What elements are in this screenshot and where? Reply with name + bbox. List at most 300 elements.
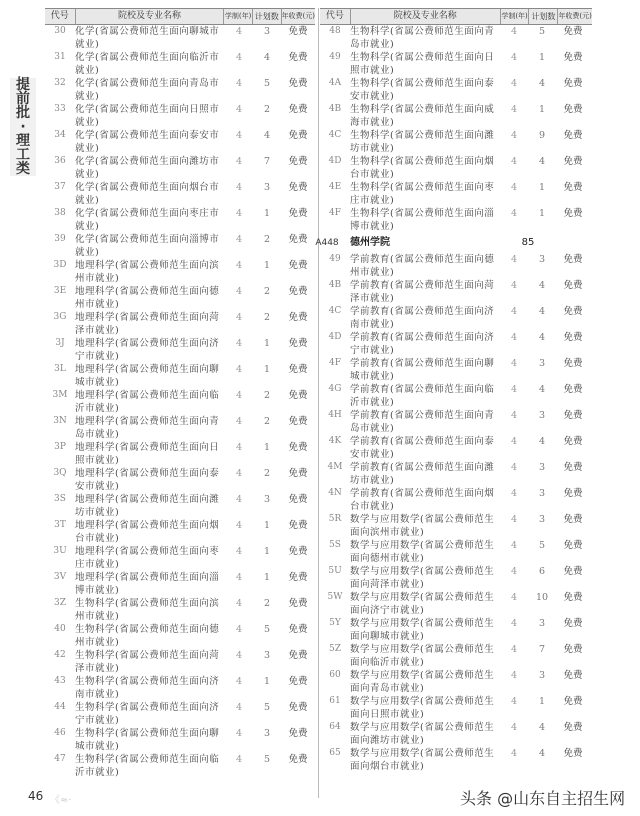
- table-row: [45, 51, 315, 77]
- cell-fee: 免费: [288, 286, 308, 297]
- header-name: 院校及专业名称: [351, 9, 501, 24]
- cell-name: 学前教育(省属公费师范生面向烟台市就业): [350, 488, 495, 512]
- cell-name: 地理科学(省属公费师范生面向菏泽市就业): [75, 312, 220, 336]
- table-row: [45, 233, 315, 259]
- cell-len: 4: [235, 208, 243, 219]
- cell-code: 47: [54, 754, 66, 764]
- cell-len: 4: [510, 722, 518, 733]
- cell-name: 生物科学(省属公费师范生面向泰安市就业): [350, 78, 495, 102]
- cell-name: 生物科学(省属公费师范生面向青岛市就业): [350, 26, 495, 50]
- cell-fee: 免费: [563, 514, 583, 525]
- cell-name: 学前教育(省属公费师范生面向泰安市就业): [350, 436, 495, 460]
- cell-code: 46: [54, 728, 66, 738]
- cell-len: 4: [235, 572, 243, 583]
- cell-name: 学前教育(省属公费师范生面向聊城市就业): [350, 358, 495, 382]
- cell-len: 4: [510, 592, 518, 603]
- cell-name: 地理科学(省属公费师范生面向聊城市就业): [75, 364, 220, 388]
- cell-plan: 1: [538, 182, 546, 193]
- cell-plan: 6: [538, 566, 546, 577]
- cell-fee: 免费: [563, 52, 583, 63]
- cell-fee: 免费: [288, 182, 308, 193]
- cell-code: 4D: [328, 156, 342, 166]
- cell-name: 生物科学(省属公费师范生面向聊城市就业): [75, 728, 220, 752]
- cell-plan: 9: [538, 130, 546, 141]
- cell-code: 3G: [53, 312, 67, 322]
- table-row: [320, 591, 592, 617]
- cell-name: 地理科学(省属公费师范生面向日照市就业): [75, 442, 220, 466]
- cell-name: 化学(省属公费师范生面向潍坊市就业): [75, 156, 220, 180]
- cell-plan: 2: [263, 598, 271, 609]
- left-table: [45, 8, 315, 779]
- table-row: [45, 675, 315, 701]
- table-row: [320, 487, 592, 513]
- cell-name: 学前教育(省属公费师范生面向济宁市就业): [350, 332, 495, 356]
- cell-fee: 免费: [288, 598, 308, 609]
- cell-len: 4: [235, 598, 243, 609]
- cell-plan: 2: [263, 390, 271, 401]
- cell-fee: 免费: [563, 208, 583, 219]
- cell-name: 生物科学(省属公费师范生面向德州市就业): [75, 624, 220, 648]
- cell-code: 4F: [329, 358, 341, 368]
- table-row: [320, 357, 592, 383]
- cell-len: 4: [235, 676, 243, 687]
- cell-plan: 1: [263, 572, 271, 583]
- cell-name: 化学(省属公费师范生面向泰安市就业): [75, 130, 220, 154]
- cell-fee: 免费: [563, 332, 583, 343]
- school-name: 德州学院: [350, 237, 390, 248]
- cell-code: 65: [329, 748, 341, 758]
- cell-len: 4: [235, 650, 243, 661]
- cell-code: 4C: [328, 130, 342, 140]
- right-table: [315, 8, 592, 773]
- cell-plan: 4: [538, 306, 546, 317]
- cell-code: 4H: [328, 410, 342, 420]
- cell-len: 4: [510, 208, 518, 219]
- cell-fee: 免费: [563, 540, 583, 551]
- cell-name: 生物科学(省属公费师范生面向日照市就业): [350, 52, 495, 76]
- cell-fee: 免费: [563, 436, 583, 447]
- cell-code: 3U: [53, 546, 67, 556]
- cell-code: 3Q: [53, 468, 67, 478]
- cell-fee: 免费: [288, 234, 308, 245]
- cell-plan: 4: [263, 130, 271, 141]
- cell-len: 4: [510, 280, 518, 291]
- cell-plan: 4: [263, 52, 271, 63]
- cell-fee: 免费: [288, 442, 308, 453]
- cell-len: 4: [235, 338, 243, 349]
- cell-name: 化学(省属公费师范生面向聊城市就业): [75, 26, 220, 50]
- cell-len: 4: [510, 566, 518, 577]
- cell-code: 37: [54, 182, 66, 192]
- cell-plan: 1: [538, 696, 546, 707]
- cell-code: 5Z: [329, 644, 341, 654]
- table-header: [45, 8, 315, 25]
- header-length: 学制(年): [224, 9, 253, 24]
- cell-len: 4: [235, 728, 243, 739]
- cell-name: 数学与应用数学(省属公费师范生面向潍坊市就业): [350, 722, 495, 746]
- cell-plan: 10: [535, 592, 549, 603]
- cell-name: 学前教育(省属公费师范生面向菏泽市就业): [350, 280, 495, 304]
- cell-len: 4: [510, 410, 518, 421]
- side-tab-char: 前: [16, 91, 30, 107]
- table-row: [320, 103, 592, 129]
- cell-code: 33: [54, 104, 66, 114]
- cell-code: 5S: [329, 540, 341, 550]
- cell-name: 数学与应用数学(省属公费师范生面向滨州市就业): [350, 514, 495, 538]
- table-row: [45, 545, 315, 571]
- cell-name: 数学与应用数学(省属公费师范生面向菏泽市就业): [350, 566, 495, 590]
- cell-name: 生物科学(省属公费师范生面向潍坊市就业): [350, 130, 495, 154]
- cell-fee: 免费: [563, 748, 583, 759]
- cell-plan: 4: [538, 384, 546, 395]
- side-tab-char: 理: [16, 133, 30, 149]
- cell-code: 3E: [53, 286, 67, 296]
- cell-plan: 5: [263, 702, 271, 713]
- cell-plan: 4: [538, 748, 546, 759]
- cell-code: 3T: [54, 520, 66, 530]
- cell-fee: 免费: [563, 26, 583, 37]
- table-row: [45, 441, 315, 467]
- table-row: [320, 409, 592, 435]
- cell-plan: 4: [538, 722, 546, 733]
- column-divider: [318, 8, 319, 798]
- cell-code: 44: [54, 702, 66, 712]
- cell-name: 数学与应用数学(省属公费师范生面向临沂市就业): [350, 644, 495, 668]
- cell-name: 地理科学(省属公费师范生面向淄博市就业): [75, 572, 220, 596]
- cell-plan: 1: [263, 676, 271, 687]
- table-row: [45, 597, 315, 623]
- cell-name: 数学与应用数学(省属公费师范生面向济宁市就业): [350, 592, 495, 616]
- cell-name: 生物科学(省属公费师范生面向菏泽市就业): [75, 650, 220, 674]
- table-row: [320, 25, 592, 51]
- cell-name: 学前教育(省属公费师范生面向潍坊市就业): [350, 462, 495, 486]
- cell-len: 4: [235, 182, 243, 193]
- cell-plan: 1: [263, 260, 271, 271]
- table-row: [320, 77, 592, 103]
- cell-plan: 2: [263, 468, 271, 479]
- table-row: [45, 571, 315, 597]
- cell-code: 40: [54, 624, 66, 634]
- cell-name: 化学(省属公费师范生面向烟台市就业): [75, 182, 220, 206]
- cell-plan: 4: [538, 156, 546, 167]
- cell-fee: 免费: [288, 364, 308, 375]
- cell-code: 3N: [53, 416, 67, 426]
- cell-name: 学前教育(省属公费师范生面向德州市就业): [350, 254, 495, 278]
- cell-fee: 免费: [563, 306, 583, 317]
- cell-plan: 3: [538, 358, 546, 369]
- table-row: [320, 513, 592, 539]
- table-row: [320, 51, 592, 77]
- side-tab-char: 提: [16, 77, 30, 93]
- table-row: [320, 435, 592, 461]
- cell-code: 43: [54, 676, 66, 686]
- table-row: [320, 695, 592, 721]
- table-row: [45, 311, 315, 337]
- table-row: [320, 461, 592, 487]
- cell-plan: 5: [538, 540, 546, 551]
- table-row: [45, 25, 315, 51]
- cell-len: 4: [510, 156, 518, 167]
- cell-code: 61: [329, 696, 341, 706]
- header-name: 院校及专业名称: [76, 9, 225, 24]
- cell-fee: 免费: [563, 410, 583, 421]
- cell-fee: 免费: [288, 52, 308, 63]
- cell-len: 4: [235, 468, 243, 479]
- cell-name: 地理科学(省属公费师范生面向烟台市就业): [75, 520, 220, 544]
- page-ornament: 《≈·: [50, 795, 72, 806]
- cell-plan: 3: [538, 514, 546, 525]
- cell-len: 4: [235, 130, 243, 141]
- table-row: [45, 155, 315, 181]
- cell-fee: 免费: [288, 494, 308, 505]
- cell-code: 3V: [53, 572, 67, 582]
- table-row: [320, 565, 592, 591]
- cell-name: 化学(省属公费师范生面向淄博市就业): [75, 234, 220, 258]
- cell-name: 数学与应用数学(省属公费师范生面向聊城市就业): [350, 618, 495, 642]
- table-row: [320, 129, 592, 155]
- cell-plan: 3: [263, 728, 271, 739]
- cell-code: 49: [329, 254, 341, 264]
- cell-len: 4: [235, 260, 243, 271]
- cell-plan: 7: [538, 644, 546, 655]
- cell-len: 4: [235, 286, 243, 297]
- cell-fee: 免费: [563, 104, 583, 115]
- cell-name: 地理科学(省属公费师范生面向枣庄市就业): [75, 546, 220, 570]
- cell-len: 4: [235, 546, 243, 557]
- cell-fee: 免费: [563, 358, 583, 369]
- cell-len: 4: [510, 332, 518, 343]
- cell-plan: 7: [263, 156, 271, 167]
- cell-name: 地理科学(省属公费师范生面向潍坊市就业): [75, 494, 220, 518]
- cell-code: 42: [54, 650, 66, 660]
- cell-len: 4: [235, 702, 243, 713]
- cell-code: 32: [54, 78, 66, 88]
- cell-plan: 2: [263, 286, 271, 297]
- cell-fee: 免费: [563, 156, 583, 167]
- table-row: [320, 331, 592, 357]
- cell-name: 生物科学(省属公费师范生面向枣庄市就业): [350, 182, 495, 206]
- cell-code: 4E: [328, 182, 342, 192]
- cell-len: 4: [510, 748, 518, 759]
- cell-len: 4: [510, 514, 518, 525]
- cell-code: 3P: [54, 442, 66, 452]
- cell-plan: 1: [538, 52, 546, 63]
- cell-len: 4: [510, 254, 518, 265]
- cell-code: 4D: [328, 332, 342, 342]
- table-row: [45, 389, 315, 415]
- table-row: [320, 721, 592, 747]
- header-fee: 年收费(元): [281, 12, 315, 20]
- cell-name: 化学(省属公费师范生面向日照市就业): [75, 104, 220, 128]
- cell-fee: 免费: [288, 702, 308, 713]
- cell-fee: 免费: [288, 104, 308, 115]
- table-row: [45, 77, 315, 103]
- cell-len: 4: [510, 644, 518, 655]
- table-row: [45, 519, 315, 545]
- right-table-body-a: [320, 25, 592, 233]
- cell-fee: 免费: [288, 468, 308, 479]
- cell-plan: 1: [538, 104, 546, 115]
- cell-fee: 免费: [563, 254, 583, 265]
- table-row: [45, 363, 315, 389]
- cell-len: 4: [510, 618, 518, 629]
- cell-name: 学前教育(省属公费师范生面向临沂市就业): [350, 384, 495, 408]
- cell-fee: 免费: [563, 280, 583, 291]
- cell-len: 4: [235, 416, 243, 427]
- cell-plan: 3: [538, 670, 546, 681]
- cell-code: 49: [329, 52, 341, 62]
- table-row: [320, 253, 592, 279]
- cell-fee: 免费: [288, 130, 308, 141]
- cell-code: 4K: [328, 436, 342, 446]
- cell-fee: 免费: [288, 338, 308, 349]
- cell-plan: 4: [538, 332, 546, 343]
- cell-name: 地理科学(省属公费师范生面向济宁市就业): [75, 338, 220, 362]
- cell-plan: 3: [538, 462, 546, 473]
- cell-plan: 2: [263, 104, 271, 115]
- table-row: [320, 207, 592, 233]
- table-row: [45, 623, 315, 649]
- cell-len: 4: [235, 754, 243, 765]
- cell-fee: 免费: [288, 208, 308, 219]
- table-row: [45, 285, 315, 311]
- cell-len: 4: [235, 390, 243, 401]
- cell-plan: 5: [263, 78, 271, 89]
- left-table-body: [45, 25, 315, 779]
- table-row: [320, 617, 592, 643]
- cell-name: 地理科学(省属公费师范生面向德州市就业): [75, 286, 220, 310]
- table-row: [45, 337, 315, 363]
- cell-code: 4M: [327, 462, 343, 472]
- table-row: [45, 129, 315, 155]
- table-row: [45, 753, 315, 779]
- side-tab-char: 工: [16, 147, 30, 163]
- cell-fee: 免费: [563, 566, 583, 577]
- cell-plan: 3: [263, 494, 271, 505]
- cell-fee: 免费: [288, 624, 308, 635]
- header-code: 代号: [320, 9, 351, 24]
- side-tab-char: ·: [20, 119, 26, 135]
- cell-len: 4: [510, 696, 518, 707]
- cell-plan: 5: [263, 624, 271, 635]
- cell-len: 4: [235, 52, 243, 63]
- cell-code: 36: [54, 156, 66, 166]
- cell-plan: 3: [538, 410, 546, 421]
- cell-code: 4B: [328, 280, 342, 290]
- cell-code: 5Y: [329, 618, 341, 628]
- cell-len: 4: [510, 540, 518, 551]
- cell-code: 48: [329, 26, 341, 36]
- cell-len: 4: [510, 358, 518, 369]
- side-tab-char: 批: [16, 105, 30, 121]
- table-row: [320, 181, 592, 207]
- cell-len: 4: [235, 624, 243, 635]
- cell-fee: 免费: [288, 754, 308, 765]
- cell-plan: 5: [263, 754, 271, 765]
- table-row: [45, 207, 315, 233]
- school-code: A448: [315, 238, 339, 248]
- cell-plan: 3: [263, 182, 271, 193]
- cell-plan: 1: [263, 520, 271, 531]
- cell-code: 4B: [328, 104, 342, 114]
- cell-fee: 免费: [563, 488, 583, 499]
- cell-name: 数学与应用数学(省属公费师范生面向德州市就业): [350, 540, 495, 564]
- cell-code: 3J: [55, 338, 65, 348]
- cell-code: 34: [54, 130, 66, 140]
- table-row: [320, 155, 592, 181]
- cell-len: 4: [510, 182, 518, 193]
- table-row: [320, 305, 592, 331]
- cell-len: 4: [235, 520, 243, 531]
- cell-plan: 4: [538, 280, 546, 291]
- cell-code: 60: [329, 670, 341, 680]
- cell-code: 5U: [328, 566, 342, 576]
- cell-code: 5R: [328, 514, 342, 524]
- cell-len: 4: [510, 130, 518, 141]
- table-row: [320, 669, 592, 695]
- cell-plan: 3: [263, 650, 271, 661]
- cell-code: 3S: [54, 494, 66, 504]
- cell-fee: 免费: [288, 260, 308, 271]
- cell-name: 地理科学(省属公费师范生面向滨州市就业): [75, 260, 220, 284]
- header-length: 学制(年): [501, 9, 530, 24]
- cell-fee: 免费: [563, 696, 583, 707]
- cell-len: 4: [510, 384, 518, 395]
- table-row: [320, 279, 592, 305]
- table-row: [320, 383, 592, 409]
- cell-name: 地理科学(省属公费师范生面向临沂市就业): [75, 390, 220, 414]
- cell-len: 4: [510, 462, 518, 473]
- cell-name: 地理科学(省属公费师范生面向青岛市就业): [75, 416, 220, 440]
- cell-fee: 免费: [288, 520, 308, 531]
- table-row: [45, 727, 315, 753]
- cell-plan: 3: [538, 618, 546, 629]
- cell-fee: 免费: [563, 644, 583, 655]
- cell-plan: 5: [538, 26, 546, 37]
- table-row: [320, 539, 592, 565]
- cell-code: 31: [54, 52, 66, 62]
- cell-code: 3M: [52, 390, 68, 400]
- cell-code: 39: [54, 234, 66, 244]
- header-code: 代号: [45, 9, 76, 24]
- cell-plan: 1: [263, 338, 271, 349]
- cell-fee: 免费: [563, 670, 583, 681]
- cell-len: 4: [510, 436, 518, 447]
- header-fee: 年收费(元): [558, 12, 592, 20]
- cell-fee: 免费: [563, 722, 583, 733]
- cell-name: 生物科学(省属公费师范生面向济宁市就业): [75, 702, 220, 726]
- cell-fee: 免费: [288, 156, 308, 167]
- cell-code: 3Z: [54, 598, 66, 608]
- table-header: [320, 8, 592, 25]
- cell-fee: 免费: [563, 592, 583, 603]
- table-row: [45, 493, 315, 519]
- cell-code: 4C: [328, 306, 342, 316]
- cell-code: 4F: [329, 208, 341, 218]
- right-table-body-b: [320, 253, 592, 773]
- cell-name: 数学与应用数学(省属公费师范生面向日照市就业): [350, 696, 495, 720]
- watermark: 头条 @山东自主招生网: [460, 789, 626, 808]
- cell-plan: 1: [263, 546, 271, 557]
- cell-code: 3D: [53, 260, 67, 270]
- cell-plan: 2: [263, 312, 271, 323]
- cell-fee: 免费: [288, 312, 308, 323]
- cell-code: 30: [54, 26, 66, 36]
- cell-plan: 1: [263, 442, 271, 453]
- cell-plan: 1: [263, 364, 271, 375]
- cell-name: 化学(省属公费师范生面向临沂市就业): [75, 52, 220, 76]
- table-row: [45, 415, 315, 441]
